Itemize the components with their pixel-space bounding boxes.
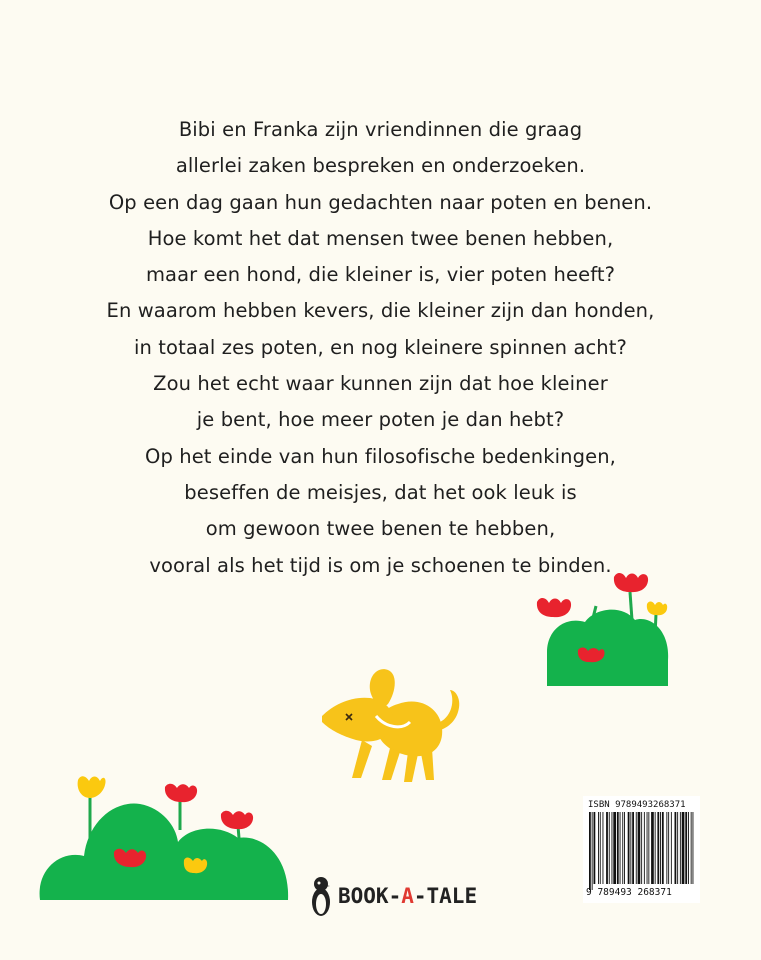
blurb-line: En waarom hebben kevers, die kleiner zijn dan honden, — [106, 299, 655, 323]
tulip-icon — [537, 598, 571, 617]
blurb-line: Op een dag gaan hun gedachten naar poten en benen. — [108, 190, 653, 214]
blurb-line: vooral als het tijd is om je schoenen te binden. — [149, 553, 612, 577]
blurb-line: allerlei zaken bespreken en onderzoeken. — [175, 154, 586, 178]
tulip-icon — [614, 573, 648, 592]
blurb-line: in totaal zes poten, en nog kleinere spinnen acht? — [134, 335, 627, 359]
blurb-line: je bent, hoe meer poten je dan hebt? — [196, 408, 565, 432]
bush-shape — [547, 610, 668, 686]
blurb-line: Hoe komt het dat mensen twee benen hebben, — [147, 226, 614, 250]
penguin-logo-icon — [310, 874, 332, 918]
isbn-digits: 9 789493 268371 — [586, 887, 672, 898]
tulip-icon — [221, 811, 253, 829]
tulip-icon — [78, 776, 106, 798]
isbn-barcode — [583, 796, 700, 903]
publisher-name: BOOK-A-TALE — [338, 884, 478, 908]
blurb-line: beseffen de meisjes, dat het ook leuk is — [184, 480, 577, 504]
tulip-icon — [647, 601, 667, 615]
tulip-icon — [165, 784, 197, 802]
right-bush-illustration — [537, 573, 668, 686]
blurb-line: Bibi en Franka zijn vriendinnen die graag — [178, 118, 583, 141]
isbn-label: ISBN 9789493268371 — [588, 800, 686, 810]
publisher-logo — [310, 872, 477, 920]
blurb-line: Op het einde van hun filosofische bedenkingen, — [145, 444, 616, 468]
blurb-line: maar een hond, die kleiner is, vier poten heeft? — [145, 263, 616, 287]
dog-illustration — [322, 669, 459, 782]
left-bush-illustration — [40, 776, 289, 900]
blurb-line: om gewoon twee benen te hebben, — [205, 517, 556, 541]
blurb-line: Zou het echt waar kunnen zijn dat hoe kleiner — [153, 372, 608, 396]
